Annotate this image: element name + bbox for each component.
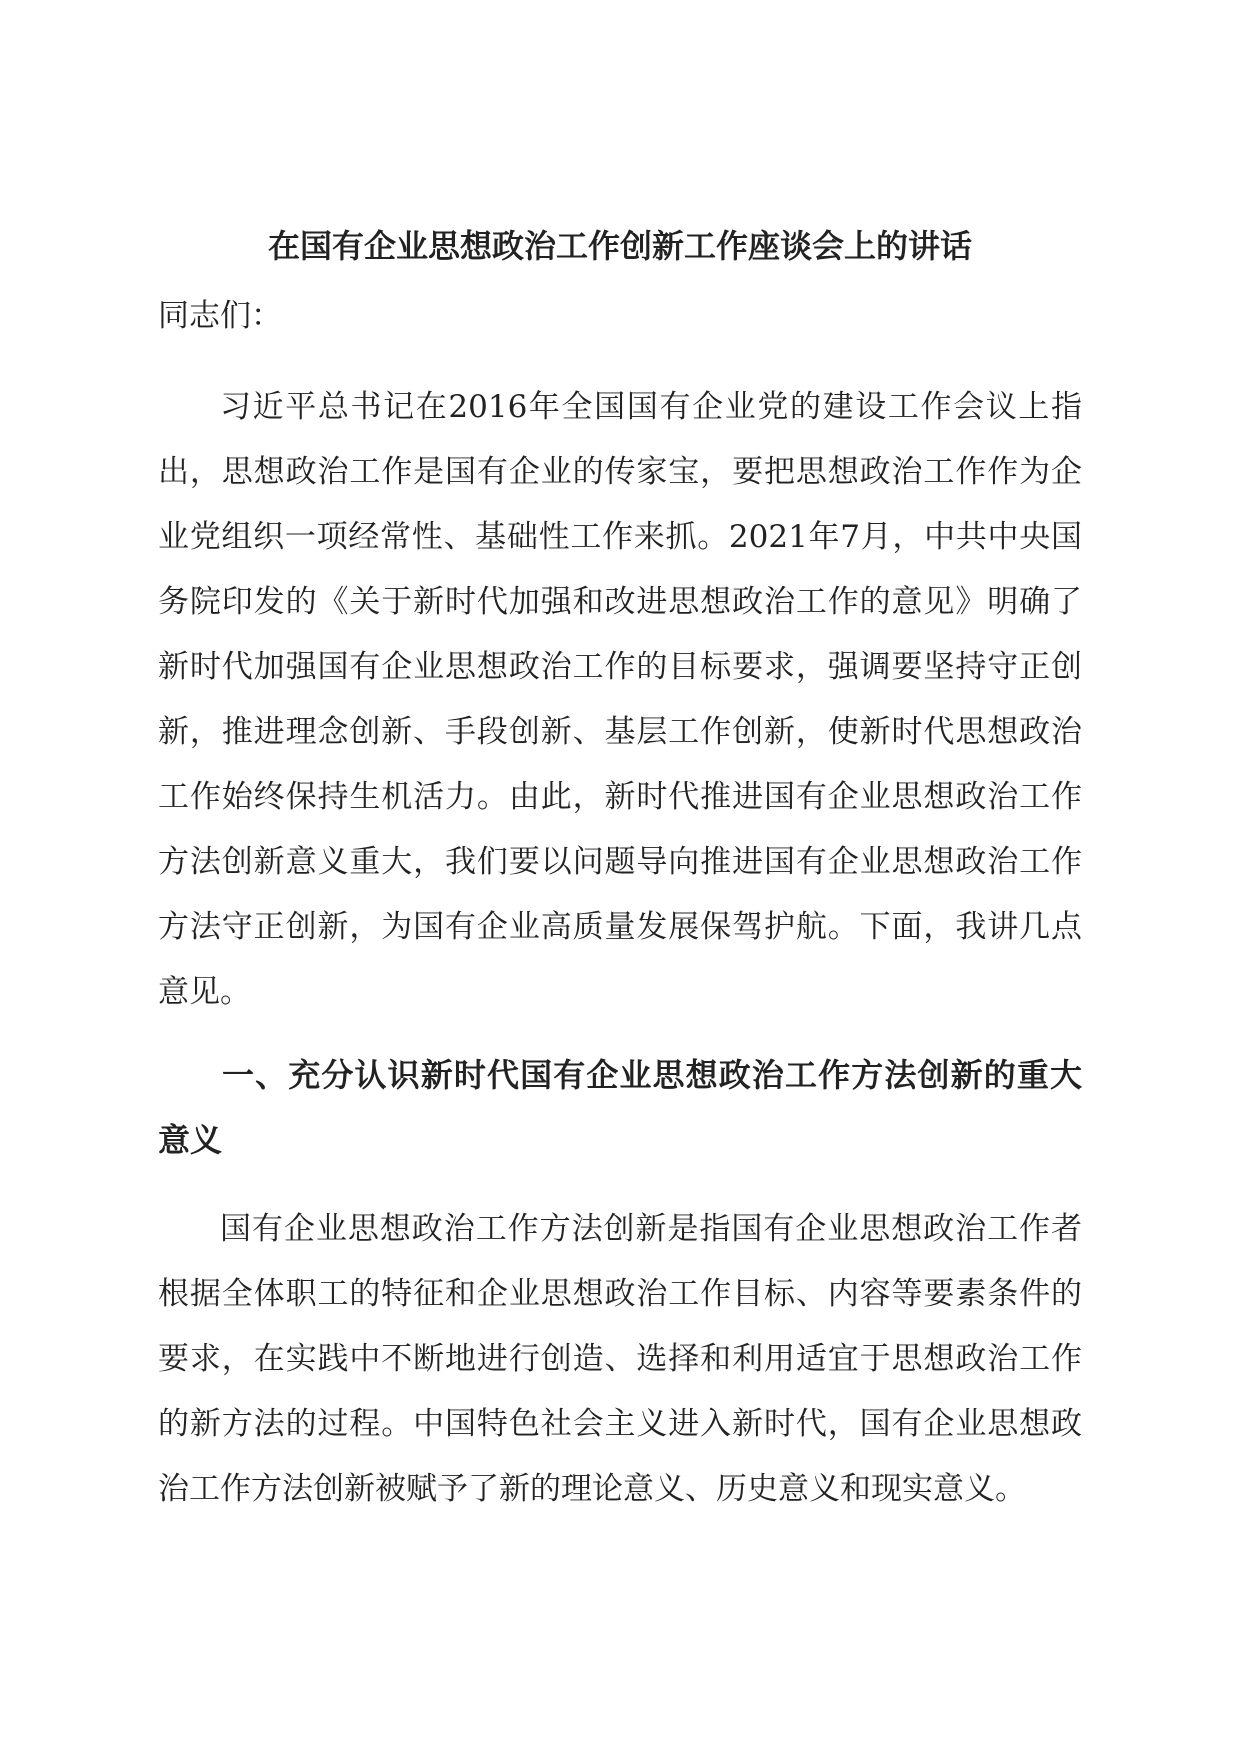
salutation: 同志们： <box>158 298 282 334</box>
paragraph-section-1: 国有企业思想政治工作方法创新是指国有企业思想政治工作者根据全体职工的特征和企业思想政治工作目标、内容等要素条件的要求，在实践中不断地进行创造、选择和利用适宜于思想政治工作的新方法的过程。中国特色社会主义进入新时代，国有企业思想政治工作方法创新被赋予了新的理论意义、历史意义和现实意义。 <box>158 1211 1082 1507</box>
document-title: 在国有企业思想政治工作创新工作座谈会上的讲话 <box>267 227 972 265</box>
section-heading-1: 一、充分认识新时代国有企业思想政治工作方法创新的重大意义 <box>158 1056 1082 1159</box>
paragraph-intro: 习近平总书记在2016年全国国有企业党的建设工作会议上指出，思想政治工作是国有企业的传家宝，要把思想政治工作作为企业党组织一项经常性、基础性工作来抓。2021年7月，中共中央国务院印发的《关于新时代加强和改进思想政治工作的意见》明确了新时代加强国有企业思想政治工作的目标要求，强调要坚持守正创新，推进理念创新、手段创新、基层工作创新，使新时代思想政治工作始终保持生机活力。由此，新时代推进国有企业思想政治工作方法创新意义重大，我们要以问题导向推进国有企业思想政治工作方法守正创新，为国有企业高质量发展保驾护航。下面，我讲几点意见。 <box>158 389 1082 1010</box>
